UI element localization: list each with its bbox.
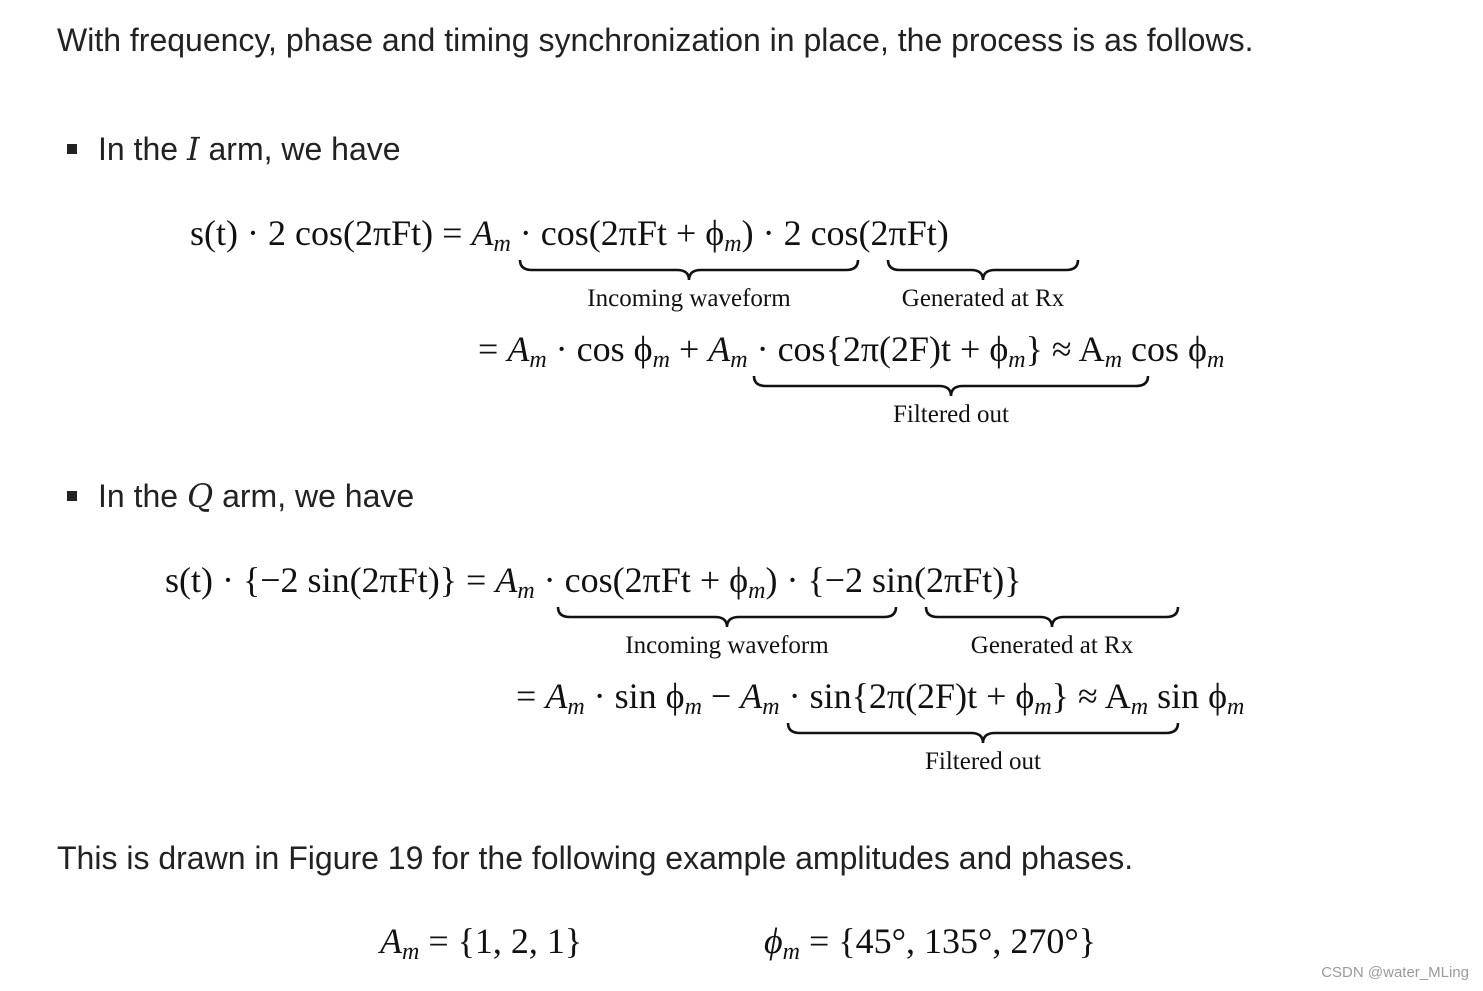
bullet-marker	[67, 491, 77, 501]
q-arm-bullet	[67, 477, 414, 515]
i-arm-filtered-label: Filtered out	[893, 401, 1009, 428]
i-arm-filtered-brace	[752, 374, 1150, 400]
i-arm-bullet	[67, 130, 401, 168]
q-arm-lhs: s(t) · {−2 sin(2πFt)} =	[165, 560, 487, 600]
i-arm-symbol: I	[186, 130, 200, 168]
i-arm-incoming-label: Incoming waveform	[587, 285, 791, 312]
i-arm-equation-line1: s(t) · 2 $\cos(2\pi Ft) = A_m \cdot \cos(2\pi Ft + \phi_m) \cdot 2$ cos(2πFt)	[190, 213, 949, 257]
i-arm-generated-term: 2 cos(2πFt)	[783, 213, 949, 253]
q-arm-filtered-term: $A_m \cdot \sin\{2\pi(2F)t + \phi_m\}$	[740, 676, 1069, 720]
q-arm-symbol: Q	[186, 477, 214, 515]
q-arm-prefix: In the	[98, 478, 187, 514]
q-arm-filtered-brace	[786, 721, 1180, 747]
outro-paragraph: This is drawn in Figure 19 for the following example amplitudes and phases.	[57, 840, 1134, 876]
i-arm-incoming-term: $A_m \cdot \cos(2\pi Ft + \phi_m)$	[471, 213, 754, 257]
watermark: CSDN @water_MLing	[1321, 964, 1469, 981]
bullet-marker	[67, 144, 77, 154]
q-arm-filtered-label: Filtered out	[925, 748, 1041, 775]
q-arm-incoming-term: $A_m \cdot \cos(2\pi Ft + \phi_m)$	[495, 560, 778, 604]
q-arm-equation-line1: s(t) · {−2 $\sin(2\pi Ft)\} = A_m \cdot \cos(2\pi Ft + \phi_m) \cdot \{-2$ sin(2πFt)}	[165, 560, 1022, 604]
i-arm-generated-label: Generated at Rx	[901, 285, 1065, 312]
q-arm-incoming-label: Incoming waveform	[625, 632, 829, 659]
q-arm-suffix: arm, we have	[213, 478, 415, 514]
example-phases: $\phi_m = \{45^\circ$, 135°, 270°}	[764, 921, 1097, 965]
q-arm-generated-label: Generated at Rx	[970, 632, 1134, 659]
i-arm-lhs: s(t) · 2 cos(2πFt) =	[190, 213, 463, 253]
q-arm-generated-brace	[924, 605, 1180, 631]
i-arm-generated-brace	[886, 258, 1080, 284]
i-arm-suffix: arm, we have	[199, 131, 401, 167]
intro-paragraph: With frequency, phase and timing synchronization in place, the process is as follows.	[57, 22, 1254, 58]
q-arm-generated-term: {−2 sin(2πFt)}	[807, 560, 1022, 600]
q-arm-incoming-brace	[556, 605, 898, 631]
i-arm-prefix: In the	[98, 131, 187, 167]
i-arm-equation-line2: = $A_m \cdot \cos \phi_m + A_m \cdot \cos\{2\pi(2F)t + \phi_m\} \approx A_m$ $\cos \phi_m$	[478, 329, 1225, 373]
i-arm-incoming-brace	[518, 258, 860, 284]
q-arm-equation-line2: = $A_m \cdot \sin \phi_m - A_m \cdot \sin\{2\pi(2F)t + \phi_m\} \approx A_m$ $\sin \phi_m$	[516, 676, 1245, 720]
example-amplitudes: $A_m = \{1$, 2, 1}	[380, 921, 583, 965]
i-arm-filtered-term: $A_m \cdot \cos\{2\pi(2F)t + \phi_m\}$	[708, 329, 1043, 373]
